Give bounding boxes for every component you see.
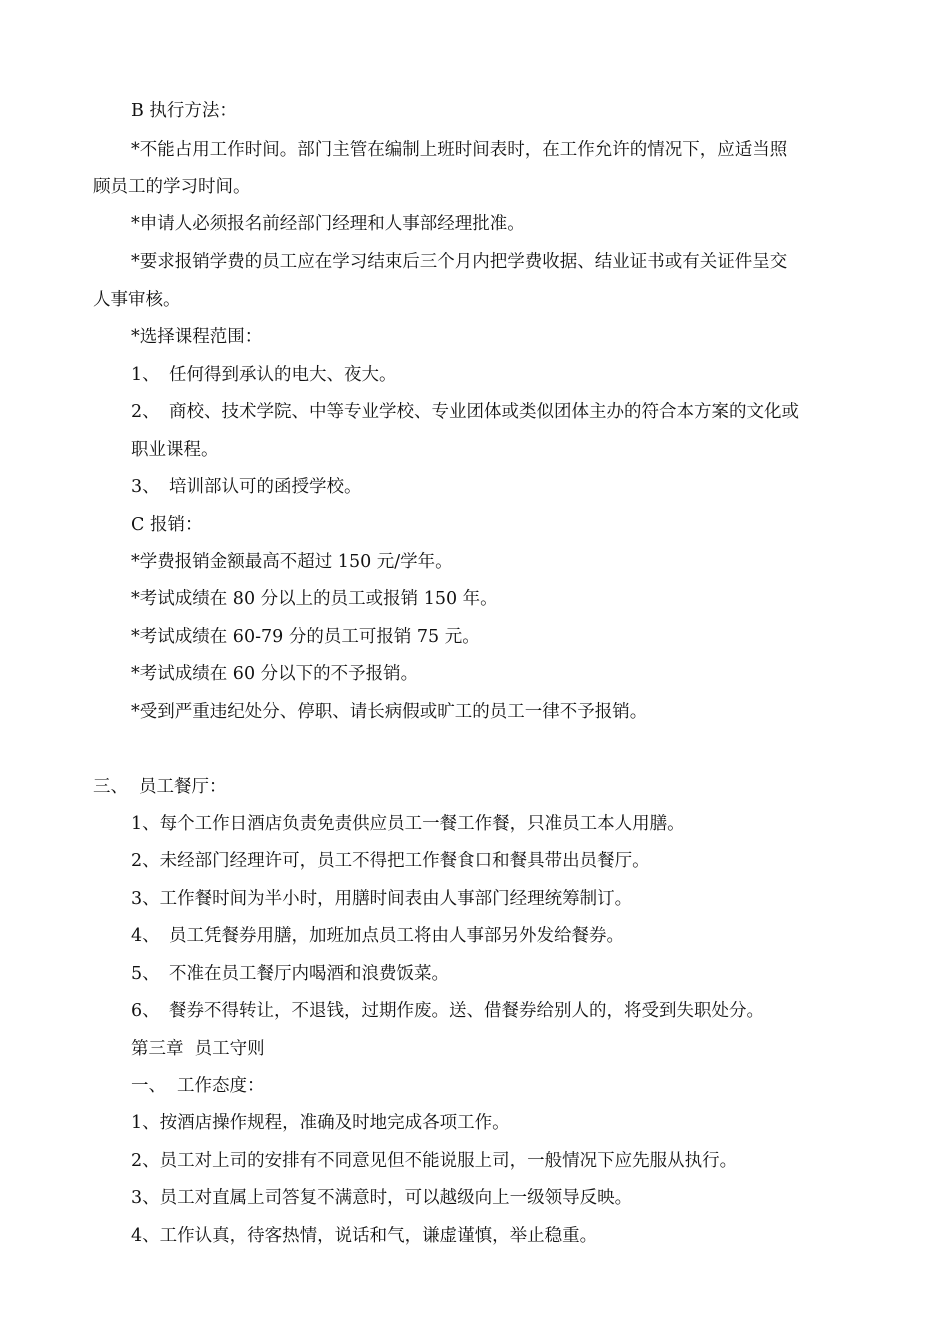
paragraph-line: 4、工作认真，待客热情，说话和气，谦虚谨慎，举止稳重。 [131,1226,598,1246]
paragraph-line: *要求报销学费的员工应在学习结束后三个月内把学费收据、结业证书或有关证件呈交 [131,252,788,272]
paragraph-line: *考试成绩在 60-79 分的员工可报销 75 元。 [131,627,480,647]
list-text: 培训部认可的函授学校。 [169,477,362,497]
paragraph-line: 人事审核。 [93,290,181,310]
list-number: 1、 [131,365,160,385]
paragraph-line: 2、未经部门经理许可，员工不得把工作餐食口和餐具带出员餐厅。 [131,851,650,871]
chapter-heading: 第三章 员工守则 [131,1039,265,1059]
list-text: 员工凭餐券用膳，加班加点员工将由人事部另外发给餐券。 [169,926,624,946]
list-text: 商校、技术学院、中等专业学校、专业团体或类似团体主办的符合本方案的文化或 [169,402,799,422]
paragraph-line: 3、工作餐时间为半小时，用膳时间表由人事部门经理统筹制订。 [131,889,633,909]
section-title: 工作态度： [177,1076,265,1096]
paragraph-line: *考试成绩在 80 分以上的员工或报销 150 年。 [131,589,498,609]
paragraph-line: *学费报销金额最高不超过 150 元/学年。 [131,552,453,572]
list-number: 2、 [131,402,160,422]
paragraph-line: 1、每个工作日酒店负责免责供应员工一餐工作餐，只准员工本人用膳。 [131,814,685,834]
list-text: 餐券不得转让，不退钱，过期作废。送、借餐券给别人的，将受到失职处分。 [169,1001,764,1021]
paragraph-line: *受到严重违纪处分、停职、请长病假或旷工的员工一律不予报销。 [131,702,648,722]
list-item [131,475,362,499]
section-number: 一、 [131,1076,166,1096]
paragraph-line: 3、员工对直属上司答复不满意时，可以越级向上一级领导反映。 [131,1188,633,1208]
paragraph-line: *选择课程范围： [131,327,263,347]
list-text: 任何得到承认的电大、夜大。 [169,365,397,385]
paragraph-line: *申请人必须报名前经部门经理和人事部经理批准。 [131,214,525,234]
paragraph-line: *考试成绩在 60 分以下的不予报销。 [131,664,419,684]
paragraph-line: 2、员工对上司的安排有不同意见但不能说服上司，一般情况下应先服从执行。 [131,1151,738,1171]
list-item [131,924,624,948]
list-number: 3、 [131,477,160,497]
list-item [131,400,799,424]
section-heading-3 [93,775,227,799]
list-item [131,999,764,1023]
paragraph-line: 1、按酒店操作规程，准确及时地完成各项工作。 [131,1113,510,1133]
section-title: 员工餐厅： [139,777,227,797]
section-number: 三、 [93,777,128,797]
list-number: 6、 [131,1001,160,1021]
list-number: 4、 [131,926,160,946]
paragraph-line: 职业课程。 [131,440,219,460]
paragraph-line: 顾员工的学习时间。 [93,177,251,197]
list-item [131,363,397,387]
section-heading-b: B 执行方法： [131,101,237,121]
list-item [131,962,449,986]
list-text: 不准在员工餐厅内喝酒和浪费饭菜。 [169,964,449,984]
section-heading-1 [131,1074,265,1098]
list-number: 5、 [131,964,160,984]
paragraph-line: *不能占用工作时间。部门主管在编制上班时间表时，在工作允许的情况下，应适当照 [131,140,788,160]
section-heading-c: C 报销： [131,515,203,535]
